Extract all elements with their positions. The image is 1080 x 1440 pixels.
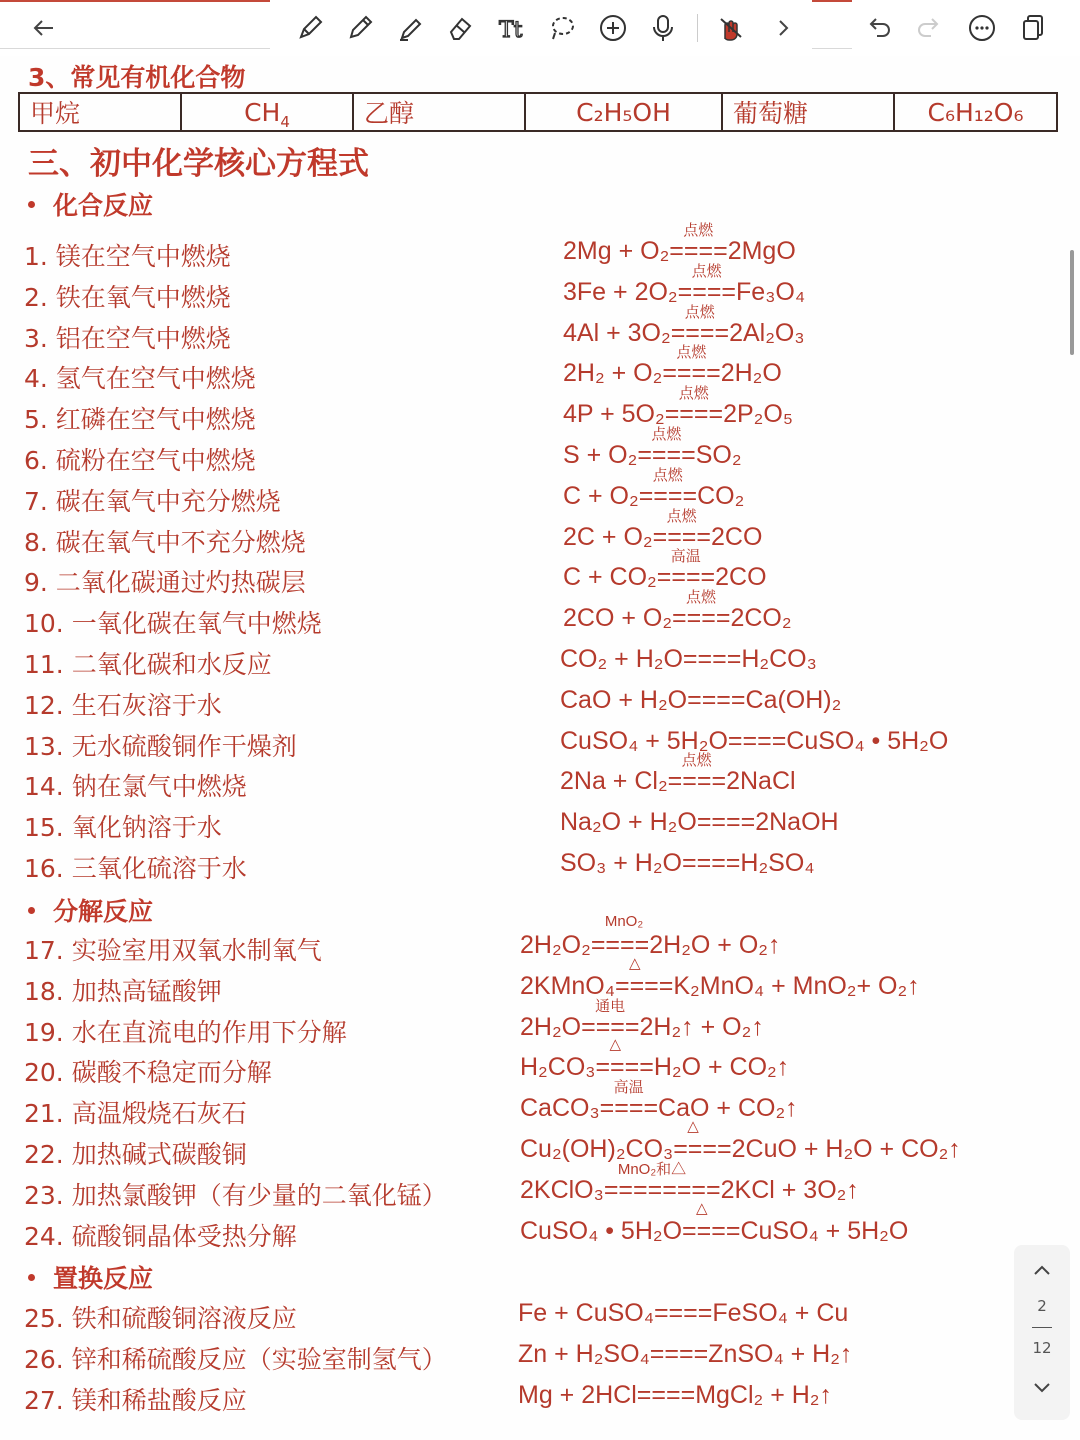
equation-sign: ==== bbox=[649, 1339, 709, 1368]
scrollbar[interactable] bbox=[1070, 250, 1074, 355]
equation-reactants: CO₂ + H₂O bbox=[560, 645, 683, 673]
category-heading bbox=[28, 186, 153, 222]
reaction-label: 24. 硫酸铜晶体受热分解 bbox=[24, 1221, 297, 1251]
category-label: 分解反应 bbox=[53, 897, 154, 926]
reaction-equation bbox=[563, 589, 792, 633]
page-title: 三、初中化学核心方程式 bbox=[28, 146, 369, 182]
equation-reactants: Zn + H₂SO₄ bbox=[518, 1339, 650, 1368]
equation-sign: ==== 点燃 bbox=[671, 319, 729, 348]
equation-products: H₂O + CO₂↑ bbox=[653, 1053, 790, 1082]
reaction-equation bbox=[563, 222, 796, 266]
reaction-condition: 点燃 bbox=[678, 385, 709, 403]
equation-reactants: CuSO₄ + 5H₂O bbox=[560, 726, 728, 755]
equation-products: 2H₂O bbox=[720, 359, 782, 388]
reaction-condition: 点燃 bbox=[651, 426, 682, 443]
reaction-equation bbox=[518, 1340, 852, 1369]
equation-products: CO₂ bbox=[697, 481, 745, 510]
reaction-label: 26. 锌和稀硫酸反应（实验室制氢气） bbox=[24, 1344, 447, 1374]
organic-compounds-table bbox=[18, 92, 1058, 132]
equation-products: 2H₂O + O₂↑ bbox=[649, 931, 781, 959]
table-cell: 甲烷 bbox=[19, 93, 181, 131]
table-cell: 葡萄糖 bbox=[722, 93, 894, 131]
category-label: 化合反应 bbox=[53, 191, 154, 220]
equation-sign: ==== △ bbox=[673, 1118, 732, 1163]
reaction-equation bbox=[520, 997, 764, 1042]
toolbar-accent-line bbox=[812, 0, 852, 2]
equation-sign: ==== MnO₂ bbox=[590, 913, 650, 959]
equation-products: H₂SO₄ bbox=[740, 849, 815, 877]
equation-sign: ==== 点燃 bbox=[653, 523, 711, 552]
pencil-icon[interactable] bbox=[342, 10, 378, 46]
equation-products: 2MgO bbox=[727, 237, 796, 265]
reaction-label: 8. 碳在氧气中不充分燃烧 bbox=[24, 527, 306, 557]
reaction-equation bbox=[518, 1381, 832, 1410]
equation-sign: ==== 点燃 bbox=[637, 441, 695, 470]
bullet-dot bbox=[28, 201, 35, 208]
reaction-equation bbox=[563, 548, 767, 592]
reaction-condition: 点燃 bbox=[681, 752, 712, 770]
equation-reactants: CaO + H₂O bbox=[560, 685, 688, 714]
equation-products: CuSO₄ + 5H₂O bbox=[740, 1216, 909, 1245]
page-divider bbox=[1032, 1327, 1052, 1328]
equation-products: 2NaOH bbox=[755, 808, 839, 837]
equation-sign: ==== 点燃 bbox=[665, 400, 723, 429]
equation-products: 2KCl + 3O₂↑ bbox=[720, 1175, 859, 1204]
reaction-label: 22. 加热碱式碳酸铜 bbox=[24, 1140, 247, 1169]
undo-icon[interactable] bbox=[860, 10, 896, 46]
reaction-condition: 通电 bbox=[595, 997, 626, 1015]
reaction-equation bbox=[520, 1079, 798, 1123]
reaction-label: 3. 铝在空气中燃烧 bbox=[24, 323, 231, 353]
equation-products: Fe₃O₄ bbox=[736, 277, 806, 306]
reaction-condition: △ bbox=[687, 1118, 699, 1135]
equation-sign: ==== bbox=[653, 1299, 713, 1327]
equation-sign: ==== 通电 bbox=[581, 1013, 639, 1042]
chevron-up-icon[interactable] bbox=[1024, 1253, 1060, 1289]
equation-reactants: Fe + CuSO₄ bbox=[518, 1299, 654, 1327]
reaction-condition: 高温 bbox=[670, 548, 701, 566]
equation-reactants: 4Al + 3O₂ bbox=[563, 318, 671, 347]
reaction-condition: MnO₂ bbox=[604, 913, 644, 930]
reaction-label: 11. 二氧化碳和水反应 bbox=[24, 650, 272, 679]
reaction-condition: 点燃 bbox=[652, 466, 683, 484]
equation-reactants: 2Mg + O₂ bbox=[563, 237, 670, 265]
reaction-condition: △ bbox=[609, 1036, 621, 1054]
table-cell: C₂H₅OH bbox=[525, 93, 722, 131]
reaction-label: 9. 二氧化碳通过灼热碳层 bbox=[24, 568, 306, 598]
reaction-label: 17. 实验室用双氧水制氧气 bbox=[24, 936, 322, 965]
equation-reactants: C + O₂ bbox=[563, 481, 639, 510]
equation-sign: ==== 点燃 bbox=[639, 482, 697, 511]
equation-sign: ==== 点燃 bbox=[678, 278, 736, 307]
eraser-icon[interactable] bbox=[442, 10, 478, 46]
reaction-label: 27. 镁和稀盐酸反应 bbox=[24, 1385, 247, 1415]
equation-reactants: CuSO₄ • 5H₂O bbox=[520, 1216, 683, 1245]
svg-text:Tt: Tt bbox=[499, 18, 523, 43]
reaction-label: 14. 钠在氯气中燃烧 bbox=[24, 772, 247, 802]
pen-icon[interactable] bbox=[292, 10, 328, 46]
equation-reactants: 2KClO₃ bbox=[520, 1175, 604, 1204]
reaction-condition: 点燃 bbox=[684, 303, 715, 321]
redo-icon[interactable] bbox=[912, 10, 948, 46]
toolbar-separator bbox=[697, 14, 698, 42]
page-navigator bbox=[1014, 1245, 1070, 1420]
reaction-label: 6. 硫粉在空气中燃烧 bbox=[24, 446, 256, 475]
equation-sign: ==== bbox=[636, 1380, 696, 1409]
reaction-equation bbox=[518, 1299, 848, 1328]
reaction-equation bbox=[520, 1199, 909, 1246]
equation-sign: ==== bbox=[727, 726, 787, 755]
equation-reactants: CaCO₃ bbox=[520, 1094, 600, 1123]
equation-products: MgCl₂ + H₂↑ bbox=[695, 1380, 832, 1409]
equation-reactants: C + CO₂ bbox=[563, 563, 657, 592]
reaction-label: 15. 氧化钠溶于水 bbox=[24, 813, 222, 843]
reaction-label: 7. 碳在氧气中充分燃烧 bbox=[24, 486, 281, 516]
equation-reactants: 2C + O₂ bbox=[563, 522, 653, 551]
reaction-equation bbox=[520, 1036, 790, 1082]
top-toolbar bbox=[0, 0, 1080, 56]
equation-reactants: 2CO + O₂ bbox=[563, 604, 673, 633]
equation-sign: ==== △ bbox=[682, 1199, 741, 1245]
equation-products: CaO + CO₂↑ bbox=[658, 1094, 798, 1123]
equation-products: 2CuO + H₂O + CO₂↑ bbox=[731, 1135, 961, 1163]
reaction-condition: 点燃 bbox=[691, 262, 722, 280]
reaction-label: 16. 三氧化硫溶于水 bbox=[24, 854, 247, 883]
bullet-dot bbox=[28, 907, 35, 914]
equation-products: 2CO bbox=[711, 522, 763, 551]
equation-sign: ==== 点燃 bbox=[669, 237, 727, 266]
equation-reactants: Mg + 2HCl bbox=[518, 1380, 637, 1409]
back-icon[interactable] bbox=[26, 10, 62, 46]
reaction-equation bbox=[560, 808, 839, 837]
equation-products: 2Al₂O₃ bbox=[729, 318, 805, 347]
equation-reactants: 2H₂O₂ bbox=[520, 931, 591, 959]
reaction-label: 12. 生石灰溶于水 bbox=[24, 690, 222, 720]
equation-products: 2CO bbox=[715, 563, 767, 592]
equation-sign: ==== bbox=[687, 685, 746, 714]
reaction-label: 13. 无水硫酸铜作干燥剂 bbox=[24, 731, 297, 761]
equation-reactants: Na₂O + H₂O bbox=[560, 808, 697, 837]
add-icon[interactable] bbox=[595, 10, 631, 46]
chevron-right-icon[interactable] bbox=[766, 10, 802, 46]
reaction-condition: △ bbox=[696, 1199, 708, 1217]
equation-reactants: Cu₂(OH)₂CO₃ bbox=[520, 1135, 674, 1163]
table-cell bbox=[181, 93, 353, 131]
equation-products: K₂MnO₄ + MnO₂+ O₂↑ bbox=[673, 971, 920, 1000]
reaction-equation bbox=[560, 752, 796, 796]
equation-products: 2H₂↑ + O₂↑ bbox=[639, 1012, 764, 1041]
equation-sign: ==== 点燃 bbox=[668, 767, 726, 796]
equation-products: SO₂ bbox=[695, 441, 742, 469]
marker-icon[interactable] bbox=[392, 10, 428, 46]
pages-icon[interactable] bbox=[1015, 10, 1051, 46]
equation-reactants: 2KMnO₄ bbox=[520, 971, 615, 1000]
formula-text: CH bbox=[244, 97, 281, 127]
equation-products: 2NaCl bbox=[726, 767, 796, 796]
table-row bbox=[19, 93, 1057, 131]
reaction-condition: △ bbox=[628, 954, 641, 972]
chevron-down-icon[interactable] bbox=[1024, 1369, 1060, 1405]
equation-sign: ==== 点燃 bbox=[672, 604, 730, 633]
reaction-label: 19. 水在直流电的作用下分解 bbox=[24, 1017, 347, 1047]
reaction-label: 1. 镁在空气中燃烧 bbox=[24, 242, 231, 271]
equation-sign: ==== △ bbox=[614, 954, 674, 1000]
reaction-equation bbox=[560, 849, 815, 878]
lasso-icon[interactable] bbox=[544, 10, 580, 46]
reaction-equation bbox=[563, 507, 763, 552]
equation-sign: ==== 高温 bbox=[657, 563, 715, 592]
reaction-label: 4. 氢气在空气中燃烧 bbox=[24, 364, 256, 394]
equation-sign: ==== 点燃 bbox=[662, 359, 720, 388]
total-page-number: 12 bbox=[1032, 1339, 1052, 1357]
table-cell: C₆H₁₂O₆ bbox=[894, 93, 1057, 131]
equation-reactants: 2H₂ + O₂ bbox=[563, 359, 663, 388]
more-icon[interactable] bbox=[964, 10, 1000, 46]
equation-reactants: 2H₂O bbox=[520, 1012, 582, 1041]
reaction-label: 10. 一氧化碳在氧气中燃烧 bbox=[24, 609, 322, 639]
reaction-equation bbox=[520, 954, 920, 1001]
reaction-condition: MnO₂和△ bbox=[617, 1160, 687, 1178]
mic-icon[interactable] bbox=[645, 10, 681, 46]
touch-icon[interactable] bbox=[712, 10, 748, 46]
reaction-equation bbox=[560, 686, 841, 715]
reaction-equation bbox=[520, 1160, 859, 1205]
reaction-condition: 点燃 bbox=[676, 344, 707, 362]
equation-sign: ==== bbox=[682, 645, 742, 673]
category-label: 置换反应 bbox=[53, 1264, 154, 1293]
equation-reactants: 3Fe + 2O₂ bbox=[563, 277, 678, 306]
formula-subscript: 4 bbox=[280, 112, 290, 131]
equation-sign: ======== MnO₂和△ bbox=[604, 1176, 721, 1205]
category-heading bbox=[28, 892, 153, 928]
equation-products: Ca(OH)₂ bbox=[745, 685, 842, 714]
reaction-condition: 高温 bbox=[613, 1079, 644, 1097]
table-cell: 乙醇 bbox=[353, 93, 525, 131]
equation-sign: ==== △ bbox=[595, 1036, 654, 1082]
toolbar-accent-line bbox=[0, 0, 270, 2]
reaction-label: 25. 铁和硫酸铜溶液反应 bbox=[24, 1304, 297, 1333]
reaction-equation bbox=[520, 913, 781, 960]
reaction-equation bbox=[563, 344, 782, 388]
equation-reactants: H₂CO₃ bbox=[520, 1053, 596, 1082]
reaction-equation bbox=[520, 1118, 961, 1164]
reaction-condition: 点燃 bbox=[666, 507, 697, 525]
equation-reactants: S + O₂ bbox=[563, 441, 638, 469]
equation-products: CuSO₄ • 5H₂O bbox=[786, 726, 949, 755]
section-title: 3、常见有机化合物 bbox=[28, 63, 246, 92]
reaction-label: 5. 红磷在空气中燃烧 bbox=[24, 405, 256, 435]
category-heading bbox=[28, 1259, 153, 1295]
equation-reactants: 2Na + Cl₂ bbox=[560, 767, 668, 796]
reaction-label: 23. 加热氯酸钾（有少量的二氧化锰） bbox=[24, 1180, 447, 1210]
reaction-label: 18. 加热高锰酸钾 bbox=[24, 976, 222, 1006]
current-page-number: 2 bbox=[1037, 1297, 1047, 1315]
reaction-label: 2. 铁在氧气中燃烧 bbox=[24, 282, 231, 312]
equation-sign: ==== 高温 bbox=[600, 1094, 658, 1123]
toolbar-divider bbox=[812, 48, 852, 49]
reaction-equation bbox=[560, 645, 817, 674]
equation-products: H₂CO₃ bbox=[741, 645, 817, 673]
text-icon[interactable] bbox=[494, 10, 530, 46]
reaction-condition: 点燃 bbox=[686, 589, 717, 607]
equation-products: ZnSO₄ + H₂↑ bbox=[708, 1339, 853, 1368]
reaction-equation bbox=[560, 727, 948, 756]
reaction-condition: 点燃 bbox=[683, 222, 714, 239]
equation-products: 2CO₂ bbox=[730, 604, 792, 633]
reaction-label: 20. 碳酸不稳定而分解 bbox=[24, 1058, 272, 1088]
toolbar-divider bbox=[0, 48, 270, 49]
bullet-dot bbox=[28, 1274, 35, 1281]
equation-reactants: 4P + 5O₂ bbox=[563, 400, 665, 429]
equation-sign: ==== bbox=[682, 849, 741, 877]
reaction-label: 21. 高温煅烧石灰石 bbox=[24, 1099, 247, 1129]
equation-products: FeSO₄ + Cu bbox=[712, 1299, 849, 1327]
equation-sign: ==== bbox=[696, 808, 756, 837]
reaction-equation bbox=[563, 466, 745, 511]
equation-products: 2P₂O₅ bbox=[723, 400, 793, 429]
equation-reactants: SO₃ + H₂O bbox=[560, 849, 682, 877]
